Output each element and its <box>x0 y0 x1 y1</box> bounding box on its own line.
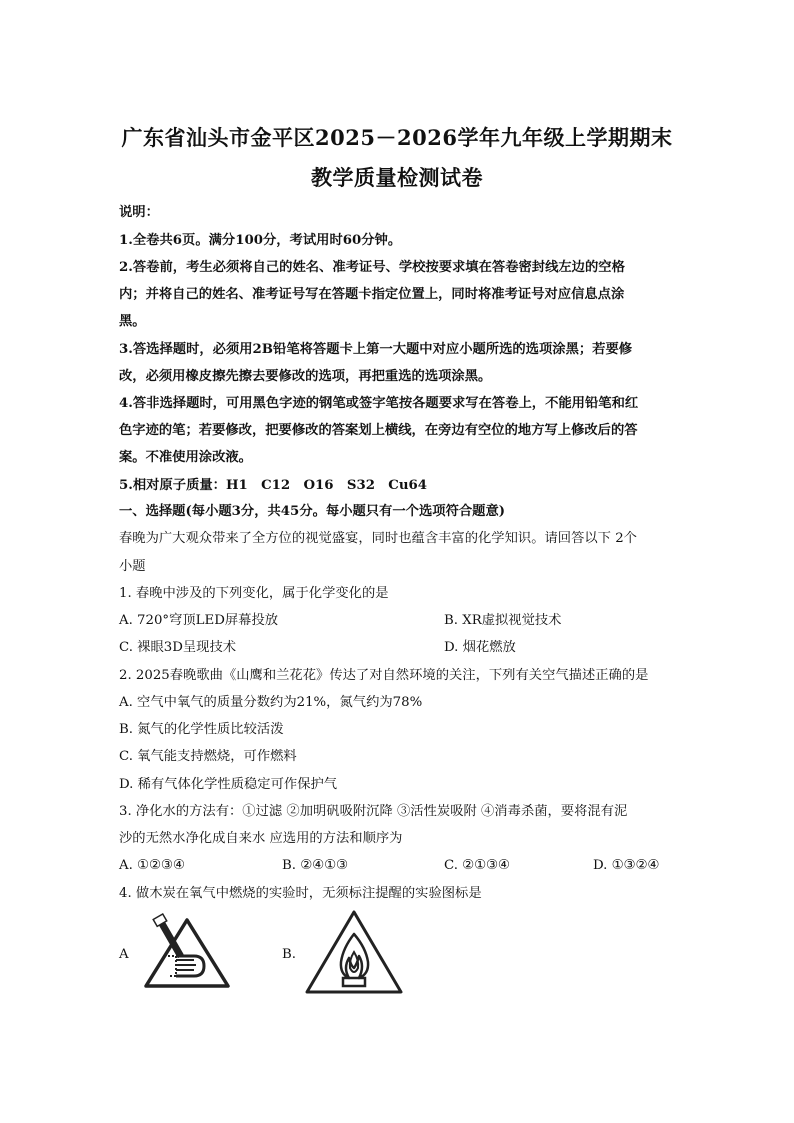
note-2-line1: 2.答卷前，考生必须将自己的姓名、准考证号、学校按要求填在答卷密封线左边的空格 <box>119 260 625 275</box>
q4-option-b-label: B. <box>282 947 296 962</box>
note-5: 5.相对原子质量：H1 C12 O16 S32 Cu64 <box>119 478 427 493</box>
section-1-intro-line1: 春晚为广大观众带来了全方位的视觉盛宴，同时也蕴含丰富的化学知识。请回答以下 2个 <box>119 531 637 546</box>
q3-option-d: D. ①③②④ <box>593 858 660 873</box>
note-2-line3: 黑。 <box>119 314 146 329</box>
flame-warning-triangle-icon <box>303 908 405 1000</box>
exam-title-line2: 教学质量检测试卷 <box>311 165 483 190</box>
notes-heading: 说明： <box>119 205 159 220</box>
note-1: 1.全卷共6页。满分100分，考试用时60分钟。 <box>119 233 402 248</box>
note-3-line1: 3.答选择题时，必须用2B铅笔将答题卡上第一大题中对应小题所选的选项涂黑；若要修 <box>119 342 633 357</box>
q1-option-d: D. 烟花燃放 <box>444 640 516 655</box>
q3-stem-line2: 沙的无然水净化成自来水 应选用的方法和顺序为 <box>119 831 403 846</box>
exam-title-line1: 广东省汕头市金平区2025－2026学年九年级上学期期末 <box>121 125 673 150</box>
section-1-heading: 一、选择题(每小题3分，共45分。每小题只有一个选项符合题意) <box>119 504 506 519</box>
q4-stem: 4. 做木炭在氧气中燃烧的实验时，无须标注提醒的实验图标是 <box>119 886 482 901</box>
q2-option-c: C. 氧气能支持燃烧，可作燃料 <box>119 749 297 764</box>
note-4-line1: 4.答非选择题时，可用黑色字迹的钢笔或签字笔按各题要求写在答卷上，不能用铅笔和红 <box>119 396 639 411</box>
q3-option-c: C. ②①③④ <box>444 858 510 873</box>
note-3-line2: 改，必须用橡皮擦先擦去要修改的选项，再把重选的选项涂黑。 <box>119 369 492 384</box>
section-1-intro-line2: 小题 <box>119 559 146 574</box>
q3-option-a: A. ①②③④ <box>119 858 185 873</box>
q2-option-b: B. 氮气的化学性质比较活泼 <box>119 722 284 737</box>
q4-option-a-label: A <box>119 947 129 962</box>
q1-stem: 1. 春晚中涉及的下列变化，属于化学变化的是 <box>119 586 389 601</box>
q3-stem-line1: 3. 净化水的方法有：①过滤 ②加明矾吸附沉降 ③活性炭吸附 ④消毒杀菌，要将混有泥 <box>119 804 628 819</box>
q1-option-a: A. 720°穹顶LED屏幕投放 <box>119 613 279 628</box>
note-4-line2: 色字迹的笔；若要修改，把要修改的答案划上横线，在旁边有空位的地方写上修改后的答 <box>119 423 638 438</box>
hand-protection-triangle-icon <box>138 912 236 998</box>
q3-option-b: B. ②④①③ <box>282 858 348 873</box>
q2-stem: 2. 2025春晚歌曲《山鹰和兰花花》传达了对自然环境的关注，下列有关空气描述正确的是 <box>119 668 649 683</box>
q2-option-d: D. 稀有气体化学性质稳定可作保护气 <box>119 777 338 792</box>
note-4-line3: 案。不准使用涂改液。 <box>119 450 252 465</box>
q1-option-c: C. 裸眼3D呈现技术 <box>119 640 237 655</box>
q2-option-a: A. 空气中氧气的质量分数约为21%，氮气约为78% <box>119 695 423 710</box>
note-2-line2: 内；并将自己的姓名、准考证号写在答题卡指定位置上，同时将准考证号对应信息点涂 <box>119 287 625 302</box>
q1-option-b: B. XR虚拟视觉技术 <box>444 613 562 628</box>
